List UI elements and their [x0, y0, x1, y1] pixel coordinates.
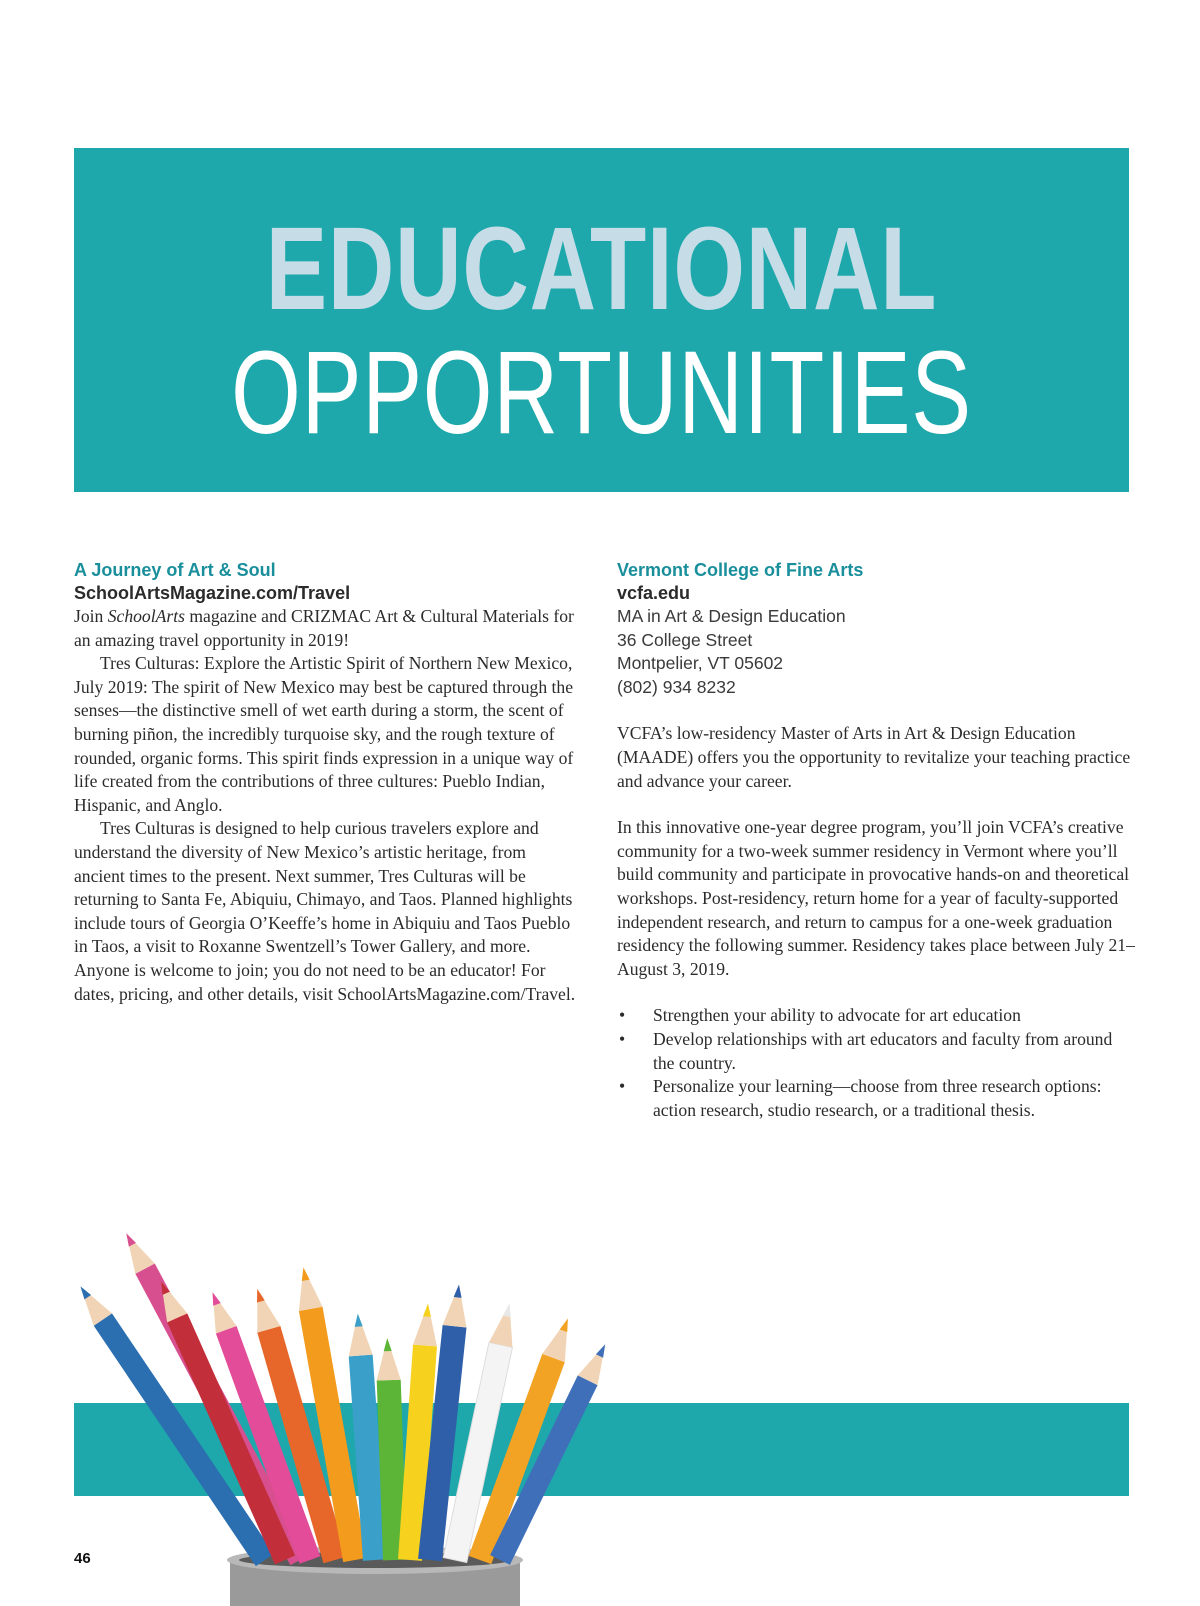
list-item — [617, 1075, 1137, 1122]
bullet-icon: • — [619, 1028, 626, 1049]
address-street: 36 College Street — [617, 629, 753, 650]
left-heading: A Journey of Art & Soul — [74, 560, 276, 580]
benefits-list — [617, 1004, 1137, 1122]
title-banner — [74, 148, 1129, 492]
title-line-educational: EDUCATIONAL — [265, 203, 938, 335]
left-paragraph-2: Tres Culturas is designed to help curious travelers explore and understand the diversity of New Mexico’s artistic heritage, from ancient times to the present. Next summer, Tres Culturas will be returning to Santa Fe, Abiquiu, Chimayo, and Taos. Planned highlights include tours of Georgia O’Keeffe’s home in Abiquiu and Taos Pueblo in Taos, a visit to Roxanne Swentzell’s Tower Gallery, and more. Anyone is welcome to join; you do not need to be an educator! For dates, pricing, and other details, visit SchoolArtsMagazine.com/Travel. — [74, 818, 576, 1004]
spacer — [617, 793, 1137, 816]
left-paragraph-1: Tres Culturas: Explore the Artistic Spirit of Northern New Mexico, July 2019: The spirit of New Mexico may best be captured through the senses—the distinctive smell of wet earth during a storm, the scent of burning piñon, the incredibly turquoise sky, and the rough texture of rounded, organic forms. This spirit finds expression in a unique way of life created from the contributions of three cultures: Pueblo Indian, Hispanic, and Anglo. — [74, 653, 574, 815]
left-column — [74, 558, 579, 1006]
left-intro — [74, 605, 579, 652]
program-name: MA in Art & Design Education — [617, 606, 846, 626]
right-heading: Vermont College of Fine Arts — [617, 560, 864, 580]
title-line-opportunities: OPPORTUNITIES — [231, 327, 972, 459]
bullet-icon: • — [619, 1005, 626, 1026]
page-number: 46 — [74, 1550, 91, 1567]
colored-pencils-image — [0, 1120, 800, 1606]
list-item-text: Strengthen your ability to advocate for art education — [653, 1005, 1021, 1026]
bullet-icon: • — [619, 1076, 626, 1097]
pencil-set — [71, 1228, 615, 1566]
list-item — [617, 1028, 1137, 1075]
right-url-link[interactable]: vcfa.edu — [617, 583, 691, 603]
right-column — [617, 558, 1137, 1122]
intro-pre: Join — [74, 606, 108, 626]
list-item-text: Personalize your learning—choose from three research options: action research, studio research, or a traditional thesis. — [653, 1076, 1102, 1120]
spacer — [617, 981, 1137, 1004]
intro-post: magazine and CRIZMAC Art & Cultural Materials for an amazing travel opportunity in 2019! — [74, 606, 574, 650]
intro-italic: SchoolArts — [107, 606, 185, 626]
right-paragraph-1: VCFA’s low-residency Master of Arts in Art & Design Education (MAADE) offers you the opportunity to revitalize your teaching practice and advance your career. — [617, 723, 1131, 791]
list-item-text: Develop relationships with art educators and faculty from around the country. — [653, 1028, 1113, 1073]
phone-number: (802) 934 8232 — [617, 676, 736, 697]
list-item — [617, 1004, 1137, 1028]
left-url-link[interactable]: SchoolArtsMagazine.com/Travel — [74, 583, 351, 603]
address-city: Montpelier, VT 05602 — [617, 653, 784, 674]
right-paragraph-2: In this innovative one-year degree program, you’ll join VCFA’s creative community for a two-week summer residency in Vermont where you’ll build community and participate in provocative hands-on and theoretical workshops. Post-residency, return home for a year of faculty-supported independent research, and return to campus for a one-week graduation residency the following summer. Residency takes place between July 21–August 3, 2019. — [617, 817, 1135, 979]
spacer — [617, 699, 1137, 722]
